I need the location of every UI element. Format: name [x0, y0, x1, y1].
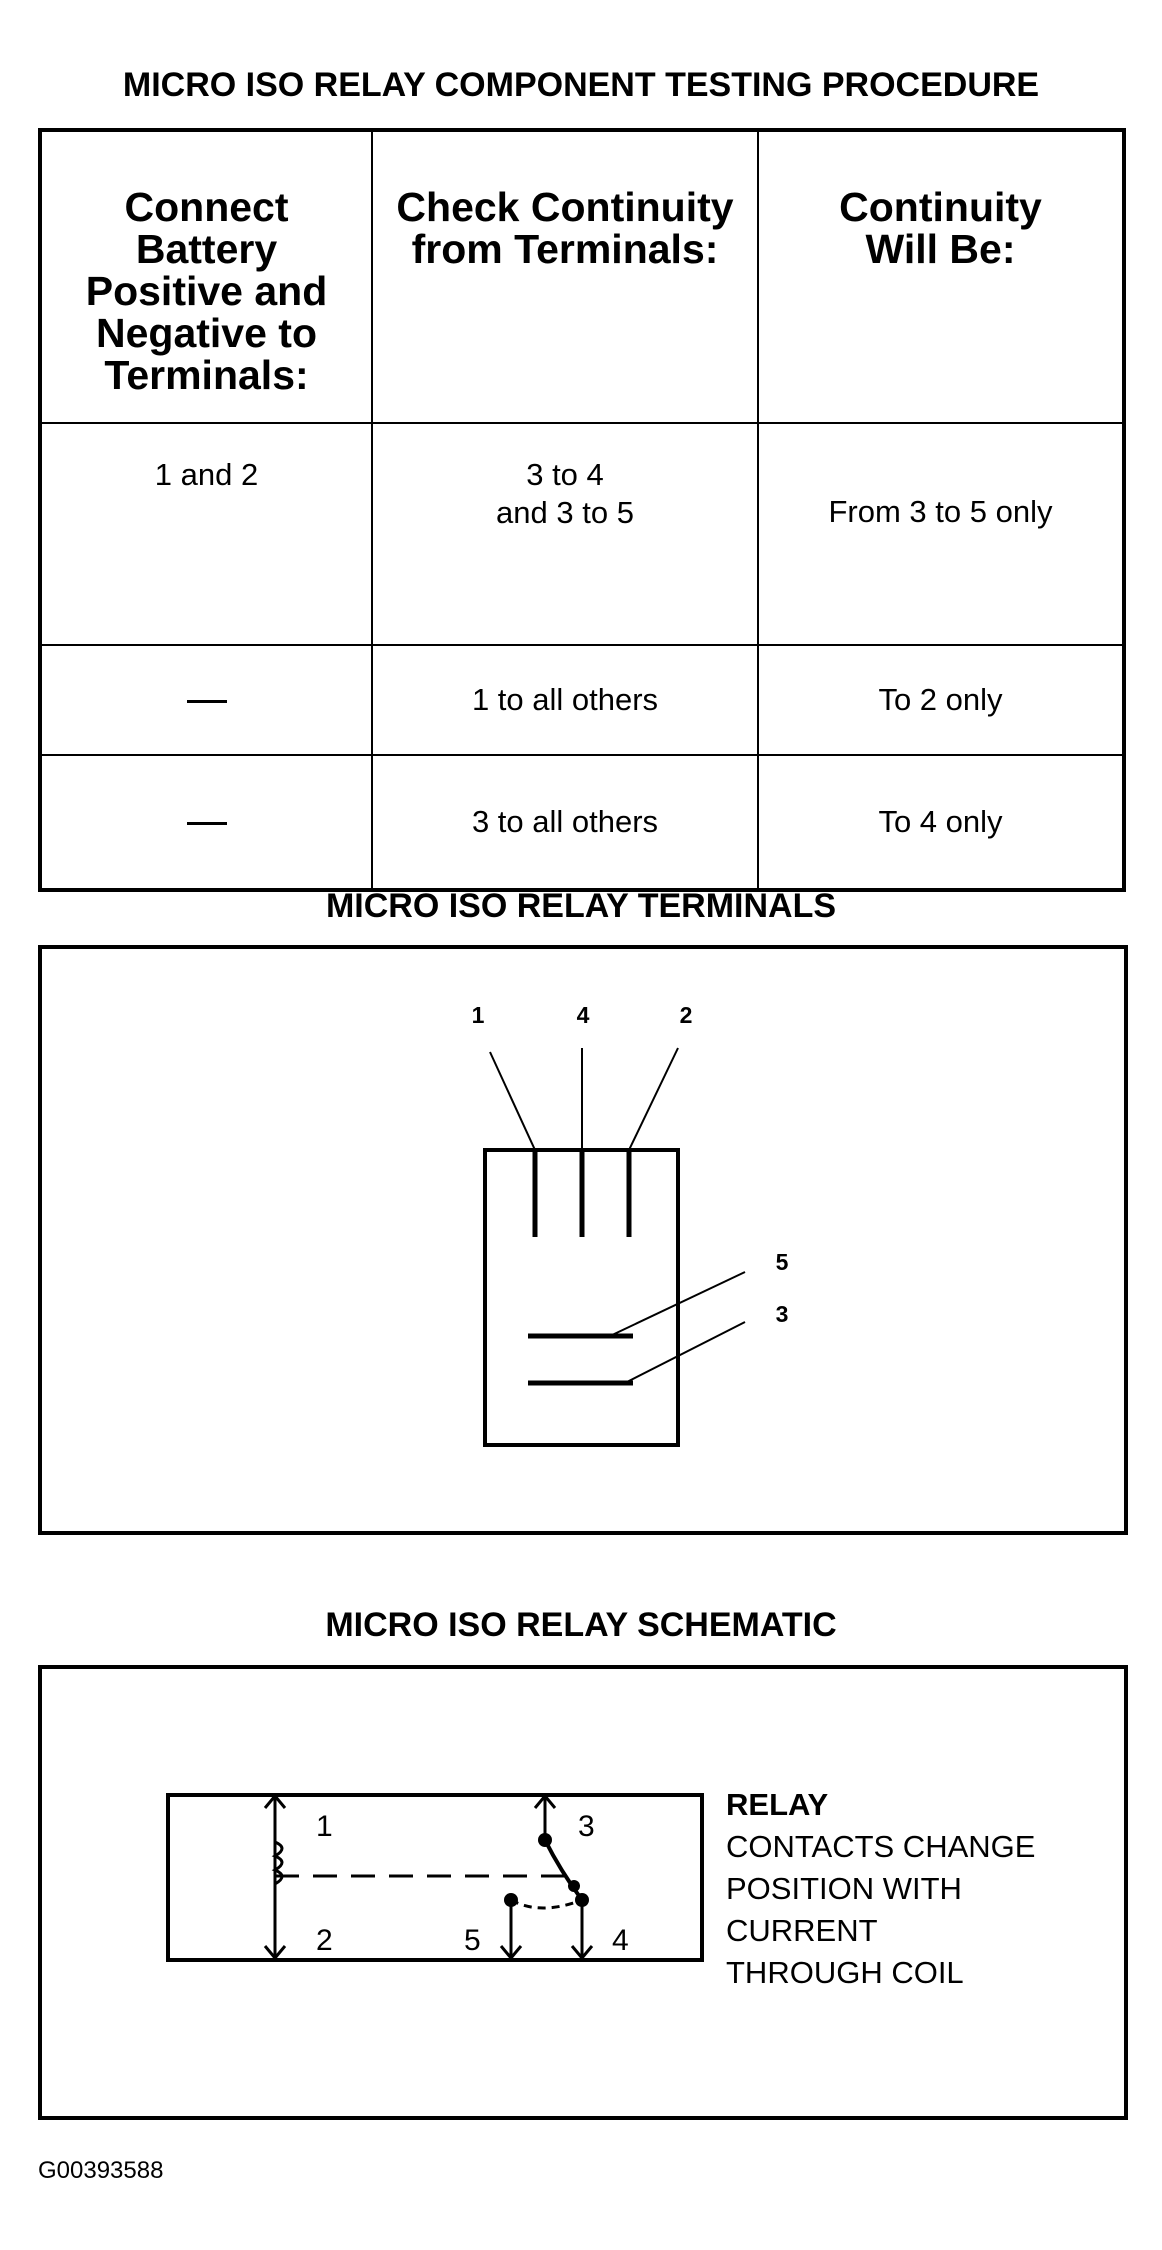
leader-line-2: [629, 1048, 678, 1150]
cell-check: 3 to all others: [372, 755, 758, 890]
cell-check-line1: 3 to 4: [526, 457, 604, 492]
header-continuity-result: Continuity Will Be:: [758, 130, 1124, 423]
relay-terminals-diagram: [485, 1048, 745, 1445]
label-terminal-4: 4: [576, 1002, 590, 1028]
schematic-title: MICRO ISO RELAY SCHEMATIC: [325, 1606, 837, 1644]
label-terminal-3: 3: [775, 1301, 789, 1327]
relay-heading: RELAY: [726, 1787, 829, 1822]
header-connect-battery: Connect Battery Positive and Negative to Terminals:: [40, 130, 372, 423]
schematic-label-2: 2: [316, 1924, 333, 1957]
cell-result: To 2 only: [758, 645, 1124, 755]
cell-result: To 4 only: [758, 755, 1124, 890]
relay-description: [726, 1784, 1035, 1994]
relay-line: CONTACTS CHANGE: [726, 1829, 1036, 1864]
header-check-continuity: Check Continuity from Terminals:: [372, 130, 758, 423]
terminals-title: MICRO ISO RELAY TERMINALS: [325, 887, 837, 925]
schematic-label-4: 4: [612, 1924, 629, 1957]
leader-line-1: [490, 1052, 535, 1150]
figure-code: G00393588: [38, 2157, 164, 2184]
relay-line: THROUGH COIL: [726, 1955, 964, 1990]
procedure-title: MICRO ISO RELAY COMPONENT TESTING PROCEDURE: [122, 66, 1040, 104]
relay-line: POSITION WITH: [726, 1871, 962, 1906]
cell-connect: 1 and 2: [40, 423, 372, 645]
leader-line-3: [625, 1322, 745, 1383]
cell-result: From 3 to 5 only: [758, 423, 1124, 645]
schematic-label-3: 3: [578, 1810, 595, 1843]
cell-check: 1 to all others: [372, 645, 758, 755]
cell-check-line2: and 3 to 5: [496, 495, 634, 530]
label-terminal-2: 2: [679, 1002, 693, 1028]
label-terminal-5: 5: [775, 1249, 789, 1275]
relay-line: CURRENT: [726, 1913, 878, 1948]
schematic-label-1: 1: [316, 1810, 333, 1843]
schematic-label-5: 5: [464, 1924, 481, 1957]
label-terminal-1: 1: [471, 1002, 485, 1028]
